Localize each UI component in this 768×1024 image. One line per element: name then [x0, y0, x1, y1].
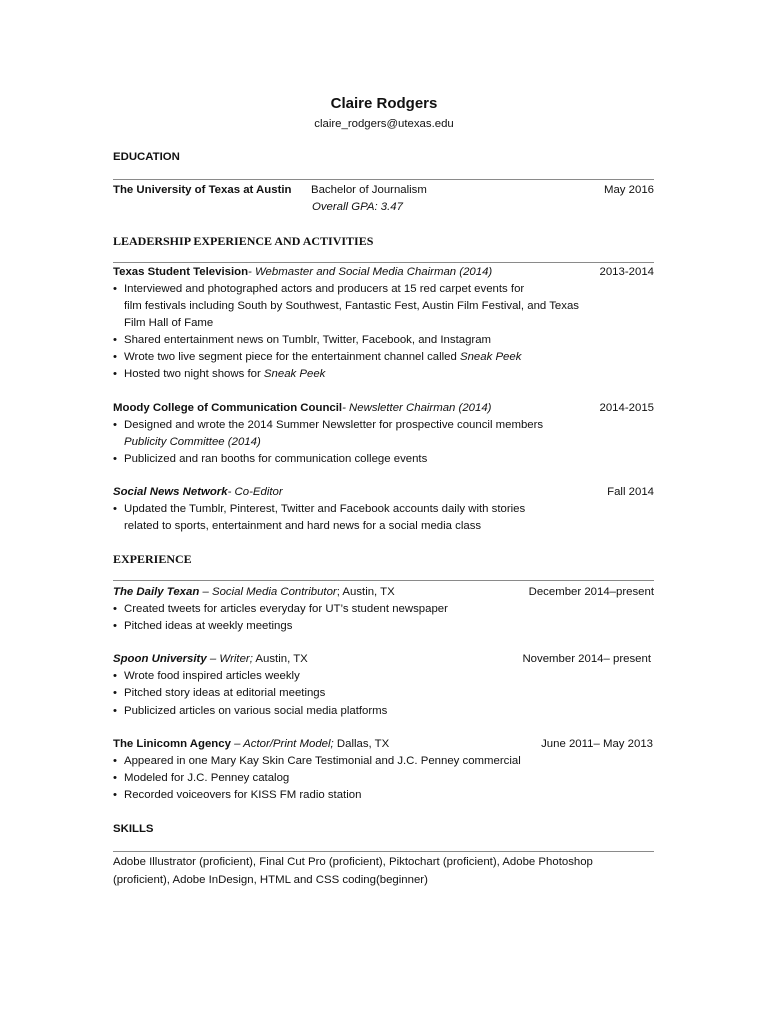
bullet-icon: • — [113, 772, 117, 784]
bullet-icon: • — [113, 368, 117, 380]
candidate-name: Claire Rodgers — [330, 95, 438, 112]
list-item-continuation: film festivals including South by Southwest, Fantastic Fest, Austin Film Festival, and Texas — [124, 300, 579, 312]
list-item-continuation: Film Hall of Fame — [124, 317, 214, 329]
snn-entry-title — [113, 486, 283, 498]
bullet-icon: • — [113, 419, 117, 431]
snn-org: Social News Network — [113, 486, 228, 498]
linicomn-location: Dallas, TX — [333, 738, 390, 750]
moody-org: Moody College of Communication Council — [113, 402, 343, 414]
dt-date: December 2014–present — [528, 586, 654, 598]
tst-org: Texas Student Television — [113, 266, 249, 278]
moody-role: - Newsletter Chairman (2014) — [342, 402, 492, 414]
tst-date: 2013-2014 — [599, 266, 654, 278]
bullet-icon: • — [113, 503, 117, 515]
snn-role: - Co-Editor — [227, 486, 283, 498]
linicomn-entry-title — [113, 738, 389, 750]
snn-date: Fall 2014 — [607, 486, 654, 498]
education-heading: EDUCATION — [113, 151, 180, 163]
bullet-icon: • — [113, 453, 117, 465]
bullet-icon: • — [113, 334, 117, 346]
leadership-divider — [113, 262, 654, 263]
linicomn-date: June 2011– May 2013 — [541, 738, 653, 750]
education-divider — [113, 179, 654, 180]
dt-role: – Social Media Contributor — [199, 586, 337, 598]
spoon-role: – Writer; — [206, 653, 253, 665]
spoon-org: Spoon University — [113, 653, 207, 665]
linicomn-org: The Linicomn Agency — [113, 738, 231, 750]
skills-heading: SKILLS — [113, 823, 154, 835]
skills-text-line: (proficient), Adobe InDesign, HTML and CSS coding(beginner) — [113, 874, 428, 886]
bullet-icon: • — [113, 283, 117, 295]
resume-page: Claire Rodgers claire_rodgers@utexas.edu EDUCATION The University of Texas at Austin Bachelor of Journalism May 2016 Overall GPA: 3.47 LEADERSHIP EXPERIENCE AND ACTIVITIES Texas Student Television- Webmaster and Social Media Chairman (2014) 2013-2014 • Interviewed and photographed actors and producers at 15 red carpet events for film festivals including South by Southwest, Fantastic Fest, Austin Film Festival, and Texas Film Hall of Fame • Shared entertainment news on Tumblr, Twitter, Facebook, and Instagram • Wrote two live segment piece for the entertainment channel called Sneak Peek • Hosted two night shows for Sneak Peek Moody College of Communication Council- Newsletter Chairman (2014) 2014-2015 • Designed and wrote the 2014 Summer Newsletter for prospective council members Publicity Committee (2014) • Publicized and ran booths for communication college events Social News Network- Co-Editor Fall 2014 • Updated the Tumblr, Pinterest, Twitter and Facebook accounts daily with stories related to sports, entertainment and hard news for a social media class EXPERIENCE The Daily Texan – Social Media Contributor; Austin, TX December 2014–present • Created tweets for articles everyday for UT’s student newspaper • Pitched ideas at weekly meetings Spoon University – Writer; Austin, TX November 2014– present • Wrote food inspired articles weekly • Pitched story ideas at editorial meetings • Publicized articles on various social media platforms The Linicomn Agency – Actor/Print Model; Dallas, TX June 2011– May 2013 • Appeared in one Mary Kay Skin Care Testimonial and J.C. Penney commercial • Modeled for J.C. Penney catalog • Recorded voiceovers for KISS FM radio station SKILLS Adobe Illustrator (proficient), Final Cut Pro (proficient), Piktochart (proficient), Adobe Photoshop (proficient), Adobe InDesign, HTML and CSS coding(beginner) — [0, 0, 768, 1024]
spoon-location: Austin, TX — [252, 653, 308, 665]
education-degree: Bachelor of Journalism — [311, 184, 427, 196]
moody-date: 2014-2015 — [599, 402, 654, 414]
tst-role: - Webmaster and Social Media Chairman (2014) — [248, 266, 493, 278]
spoon-date: November 2014– present — [522, 653, 651, 665]
list-item-continuation: related to sports, entertainment and hard news for a social media class — [124, 520, 482, 532]
bullet-icon: • — [113, 705, 117, 717]
education-school: The University of Texas at Austin — [113, 184, 292, 196]
bullet-icon: • — [113, 789, 117, 801]
list-item-continuation: Publicity Committee (2014) — [124, 436, 261, 448]
education-date: May 2016 — [603, 184, 654, 196]
experience-divider — [113, 580, 654, 581]
bullet-icon: • — [113, 603, 117, 615]
education-gpa: Overall GPA: 3.47 — [312, 201, 403, 213]
dt-org: The Daily Texan — [113, 586, 200, 598]
bullet-icon: • — [113, 670, 117, 682]
bullet-icon: • — [113, 620, 117, 632]
dt-entry-title — [113, 586, 395, 598]
tst-entry-title — [113, 266, 492, 278]
moody-entry-title — [113, 402, 491, 414]
bullet-icon: • — [113, 755, 117, 767]
bullet-icon: • — [113, 687, 117, 699]
candidate-email: claire_rodgers@utexas.edu — [314, 118, 454, 130]
spoon-entry-title — [113, 653, 308, 665]
dt-location: ; Austin, TX — [336, 586, 395, 598]
skills-text-line: Adobe Illustrator (proficient), Final Cut Pro (proficient), Piktochart (proficient), Adobe Photoshop — [113, 856, 593, 868]
experience-heading: EXPERIENCE — [113, 552, 192, 566]
bullet-icon: • — [113, 351, 117, 363]
skills-divider — [113, 851, 654, 852]
linicomn-role: – Actor/Print Model; — [230, 738, 334, 750]
leadership-heading: LEADERSHIP EXPERIENCE AND ACTIVITIES — [113, 234, 374, 248]
